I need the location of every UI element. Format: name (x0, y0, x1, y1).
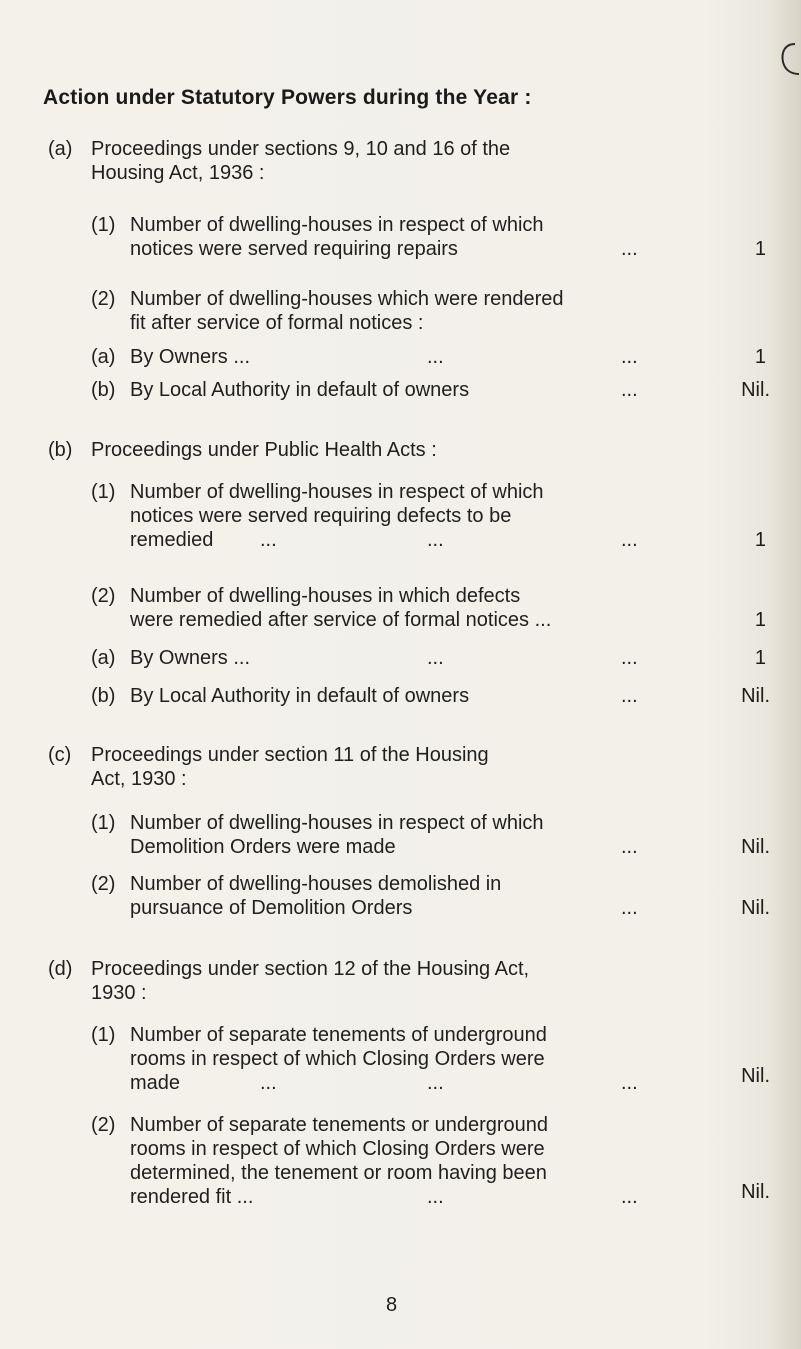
section-a-marker: (a) (48, 138, 73, 160)
section-b-item2-line2: were remedied after service of formal notices ... (130, 609, 552, 631)
section-d-item2-line4: rendered fit ... (130, 1186, 254, 1208)
section-d-item1-line2: rooms in respect of which Closing Orders were (130, 1048, 545, 1070)
section-d-item2-dots2: ... (621, 1186, 638, 1208)
section-d-item2-line2: rooms in respect of which Closing Orders were (130, 1138, 545, 1160)
section-b-item1-marker: (1) (91, 481, 116, 503)
section-c-heading-line1: Proceedings under section 11 of the Housing (91, 744, 489, 766)
section-a-item2-line2: fit after service of formal notices : (130, 312, 424, 334)
page-corner-mark (771, 40, 801, 80)
section-a-sub-b-text: By Local Authority in default of owners (130, 379, 470, 401)
page-number: 8 (386, 1294, 398, 1316)
section-b-item1-line3: remedied (130, 529, 214, 551)
section-d-item1-dots1: ... (260, 1072, 277, 1094)
section-d-heading-line1: Proceedings under section 12 of the Housing Act, (91, 958, 530, 980)
section-a-sub-a-marker: (a) (91, 346, 116, 368)
section-a-item2-line1: Number of dwelling-houses which were rendered (130, 288, 564, 310)
section-b-sub-b-marker: (b) (91, 685, 116, 707)
section-a-sub-a-dots1: ... (427, 346, 444, 368)
section-b-sub-a-marker: (a) (91, 647, 116, 669)
section-d-item2-marker: (2) (91, 1114, 116, 1136)
section-b-sub-a-text: By Owners ... (130, 647, 251, 669)
section-b-item1-line1: Number of dwelling-houses in respect of which (130, 481, 544, 503)
section-b-item2-marker: (2) (91, 585, 116, 607)
section-b-item1-dots2: ... (427, 529, 444, 551)
section-a-heading-line2: Housing Act, 1936 : (91, 162, 265, 184)
section-a-sub-a-value: 1 (754, 346, 766, 368)
section-b-item1-line2: notices were served requiring defects to be (130, 505, 512, 527)
section-c-item2-line1: Number of dwelling-houses demolished in (130, 873, 502, 895)
section-b-item1-value: 1 (754, 529, 766, 551)
section-d-item2-line1: Number of separate tenements or underground (130, 1114, 549, 1136)
section-d-item1-marker: (1) (91, 1024, 116, 1046)
section-a-heading-line1: Proceedings under sections 9, 10 and 16 of the (91, 138, 511, 160)
section-b-sub-b-value: Nil. (741, 685, 770, 707)
section-b-item2-value: 1 (754, 609, 766, 631)
section-d-item1-dots3: ... (621, 1072, 638, 1094)
section-c-item1-line2: Demolition Orders were made (130, 836, 396, 858)
section-d-item2-value: Nil. (741, 1181, 770, 1203)
section-a-item1-line1: Number of dwelling-houses in respect of which (130, 214, 544, 236)
section-b-item1-dots3: ... (621, 529, 638, 551)
section-d-item1-line1: Number of separate tenements of underground (130, 1024, 547, 1046)
section-d-heading-line2: 1930 : (91, 982, 147, 1004)
section-a-item1-value: 1 (754, 238, 766, 260)
section-c-item1-dots: ... (621, 836, 638, 858)
section-b-sub-b-dots: ... (621, 685, 638, 707)
section-b-item2-line1: Number of dwelling-houses in which defects (130, 585, 521, 607)
section-a-item1-line2: notices were served requiring repairs (130, 238, 458, 260)
section-a-sub-a-dots2: ... (621, 346, 638, 368)
section-d-item1-dots2: ... (427, 1072, 444, 1094)
section-c-item2-value: Nil. (741, 897, 770, 919)
section-c-item1-value: Nil. (741, 836, 770, 858)
section-c-heading-line2: Act, 1930 : (91, 768, 187, 790)
section-a-sub-b-dots: ... (621, 379, 638, 401)
section-a-sub-a-text: By Owners ... (130, 346, 251, 368)
section-a-item2-marker: (2) (91, 288, 116, 310)
section-b-heading-line1: Proceedings under Public Health Acts : (91, 439, 437, 461)
section-c-item2-marker: (2) (91, 873, 116, 895)
section-a-sub-b-value: Nil. (741, 379, 770, 401)
section-b-sub-a-dots1: ... (427, 647, 444, 669)
page-title: Action under Statutory Powers during the Year : (43, 86, 532, 109)
section-c-item1-line1: Number of dwelling-houses in respect of which (130, 812, 544, 834)
section-a-item1-marker: (1) (91, 214, 116, 236)
section-c-item1-marker: (1) (91, 812, 116, 834)
section-a-item1-dots: ... (621, 238, 638, 260)
section-a-sub-b-marker: (b) (91, 379, 116, 401)
section-d-item2-line3: determined, the tenement or room having been (130, 1162, 547, 1184)
section-d-marker: (d) (48, 958, 73, 980)
section-b-sub-a-value: 1 (754, 647, 766, 669)
section-c-item2-dots: ... (621, 897, 638, 919)
section-b-marker: (b) (48, 439, 73, 461)
section-b-sub-a-dots2: ... (621, 647, 638, 669)
section-d-item1-line3: made (130, 1072, 181, 1094)
section-c-item2-line2: pursuance of Demolition Orders (130, 897, 413, 919)
section-d-item1-value: Nil. (741, 1065, 770, 1087)
section-c-marker: (c) (48, 744, 72, 766)
section-b-item1-dots1: ... (260, 529, 277, 551)
section-b-sub-b-text: By Local Authority in default of owners (130, 685, 470, 707)
section-d-item2-dots1: ... (427, 1186, 444, 1208)
